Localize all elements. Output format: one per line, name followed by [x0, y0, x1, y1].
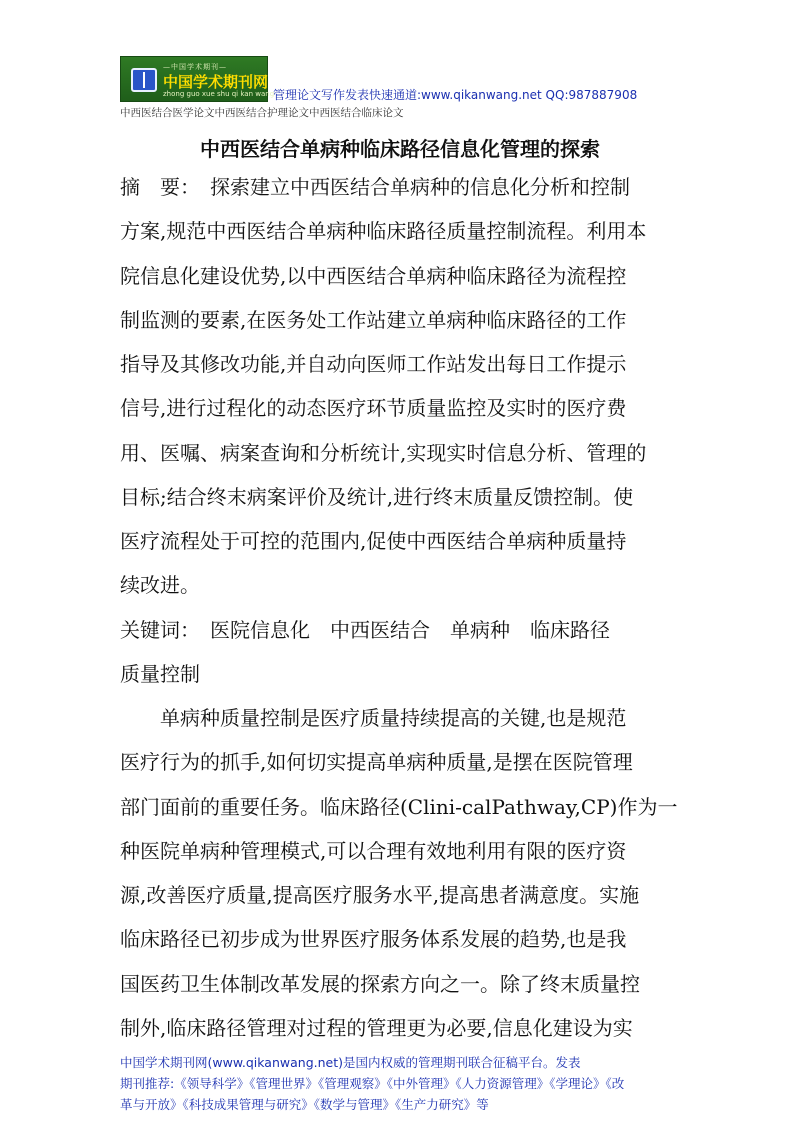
logo-url-text: zhong guo xue shu qi kan wang: [163, 90, 275, 98]
body-line: 部门面前的重要任务。临床路径(Clini-calPathway,CP)作为一: [120, 795, 678, 819]
body-line: 单病种质量控制是医疗质量持续提高的关键,也是规范: [120, 706, 627, 730]
body-line: 方案,规范中西医结合单病种临床路径质量控制流程。利用本: [120, 219, 647, 243]
footer-promo: [120, 1052, 682, 1115]
logo-name: 中国学术期刊网: [163, 73, 269, 91]
body-line: 目标;结合终末病案评价及统计,进行终末质量反馈控制。使: [120, 485, 634, 509]
body-line: 医疗行为的抓手,如何切实提高单病种质量,是摆在医院管理: [120, 750, 633, 774]
body-line: 源,改善医疗质量,提高医疗服务水平,提高患者满意度。实施: [120, 883, 640, 907]
header-category-links[interactable]: 中西医结合医学论文中西医结合护理论文中西医结合临床论文: [120, 107, 404, 119]
body-line: 医疗流程处于可控的范围内,促使中西医结合单病种质量持: [120, 529, 627, 553]
body-line: 指导及其修改功能,并自动向医师工作站发出每日工作提示: [120, 352, 627, 376]
document-title: 中西医结合单病种临床路径信息化管理的探索: [200, 137, 600, 161]
journal-logo[interactable]: [120, 56, 275, 102]
body-line: 用、医嘱、病案查询和分析统计,实现实时信息分析、管理的: [120, 441, 647, 465]
body-line: 临床路径已初步成为世界医疗服务体系发展的趋势,也是我: [120, 927, 627, 951]
body-line: 信号,进行过程化的动态医疗环节质量监控及实时的医疗费: [120, 396, 627, 420]
keywords-line: 质量控制: [120, 662, 200, 686]
book-icon: [131, 68, 157, 92]
body-line: 制外,临床路径管理对过程的管理更为必要,信息化建设为实: [120, 1016, 633, 1040]
body-line: 制监测的要素,在医务处工作站建立单病种临床路径的工作: [120, 308, 627, 332]
logo-top-text: —中国学术期刊—: [163, 63, 227, 71]
keywords-line: 关键词： 医院信息化 中西医结合 单病种 临床路径: [120, 618, 610, 642]
footer-line[interactable]: 革与开放》《科技成果管理与研究》《数学与管理》《生产力研究》等: [120, 1097, 489, 1112]
footer-line[interactable]: 中国学术期刊网(www.qikanwang.net)是国内权威的管理期刊联合征稿平台。发表: [120, 1055, 581, 1070]
body-line: 摘 要： 探索建立中西医结合单病种的信息化分析和控制: [120, 175, 630, 199]
body-line: 国医药卫生体制改革发展的探索方向之一。除了终末质量控: [120, 972, 640, 996]
footer-line[interactable]: 期刊推荐:《领导科学》《管理世界》《管理观察》《中外管理》《人力资源管理》《学理论》《改: [120, 1076, 625, 1091]
body-line: 院信息化建设优势,以中西医结合单病种临床路径为流程控: [120, 264, 627, 288]
page-header: [120, 56, 680, 106]
body-line: 续改进。: [120, 573, 200, 597]
header-submission-link[interactable]: 管理论文写作发表快速通道:www.qikanwang.net QQ:987887908: [273, 88, 638, 102]
body-line: 种医院单病种管理模式,可以合理有效地利用有限的医疗资: [120, 839, 627, 863]
